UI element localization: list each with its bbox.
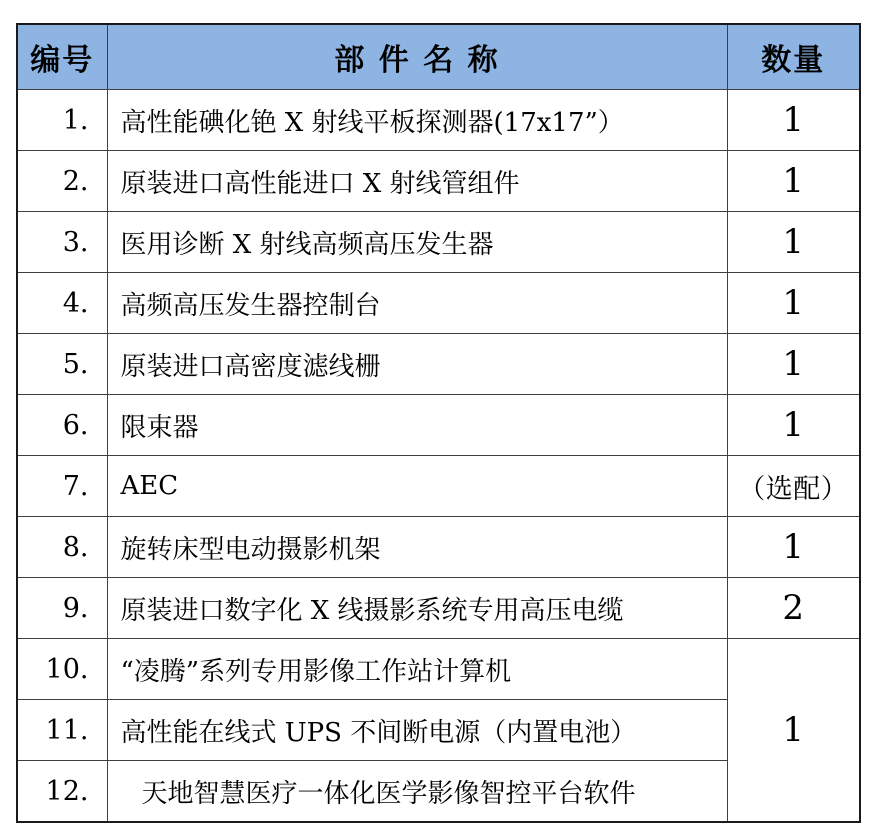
part-name-cell: 原装进口高密度滤线栅 [107,334,727,395]
table-row [17,517,860,578]
table-header-row [17,24,860,90]
row-number-cell: 9. [17,578,107,639]
part-name-cell: 医用诊断 X 射线高频高压发生器 [107,212,727,273]
row-number-cell: 6. [17,395,107,456]
row-number-cell: 11. [17,700,107,761]
part-name-cell: 限束器 [107,395,727,456]
table-row [17,456,860,517]
quantity-cell: 1 [727,151,860,212]
table-row [17,90,860,151]
part-name-cell: AEC [107,456,727,517]
row-number-cell: 2. [17,151,107,212]
quantity-cell: 1 [727,212,860,273]
part-name-cell: 原装进口数字化 X 线摄影系统专用高压电缆 [107,578,727,639]
quantity-cell: 1 [727,273,860,334]
quantity-cell: （选配） [727,456,860,517]
header-cell-part-name: 部 件 名 称 [107,24,727,90]
part-name-cell: 原装进口高性能进口 X 射线管组件 [107,151,727,212]
merged-quantity-cell: 1 [727,639,860,823]
row-number-cell: 8. [17,517,107,578]
row-number-cell: 1. [17,90,107,151]
quantity-cell: 1 [727,334,860,395]
header-cell-quantity: 数量 [727,24,860,90]
table-row [17,578,860,639]
row-number-cell: 12. [17,761,107,823]
part-name-cell: 高性能碘化铯 X 射线平板探测器(17x17”） [107,90,727,151]
part-name-cell: 旋转床型电动摄影机架 [107,517,727,578]
part-name-cell: 高性能在线式 UPS 不间断电源（内置电池） [107,700,727,761]
row-number-cell: 7. [17,456,107,517]
quantity-cell: 1 [727,90,860,151]
part-name-cell: 天地智慧医疗一体化医学影像智控平台软件 [107,761,727,823]
row-number-cell: 3. [17,212,107,273]
row-number-cell: 10. [17,639,107,700]
table-row [17,639,860,700]
row-number-cell: 4. [17,273,107,334]
parts-list-table [16,23,861,823]
header-cell-number: 编号 [17,24,107,90]
part-name-cell: 高频高压发生器控制台 [107,273,727,334]
table-row [17,273,860,334]
table-row [17,334,860,395]
row-number-cell: 5. [17,334,107,395]
table-row [17,151,860,212]
quantity-cell: 1 [727,395,860,456]
table-row [17,212,860,273]
quantity-cell: 2 [727,578,860,639]
table-row [17,395,860,456]
part-name-cell: “凌腾”系列专用影像工作站计算机 [107,639,727,700]
quantity-cell: 1 [727,517,860,578]
